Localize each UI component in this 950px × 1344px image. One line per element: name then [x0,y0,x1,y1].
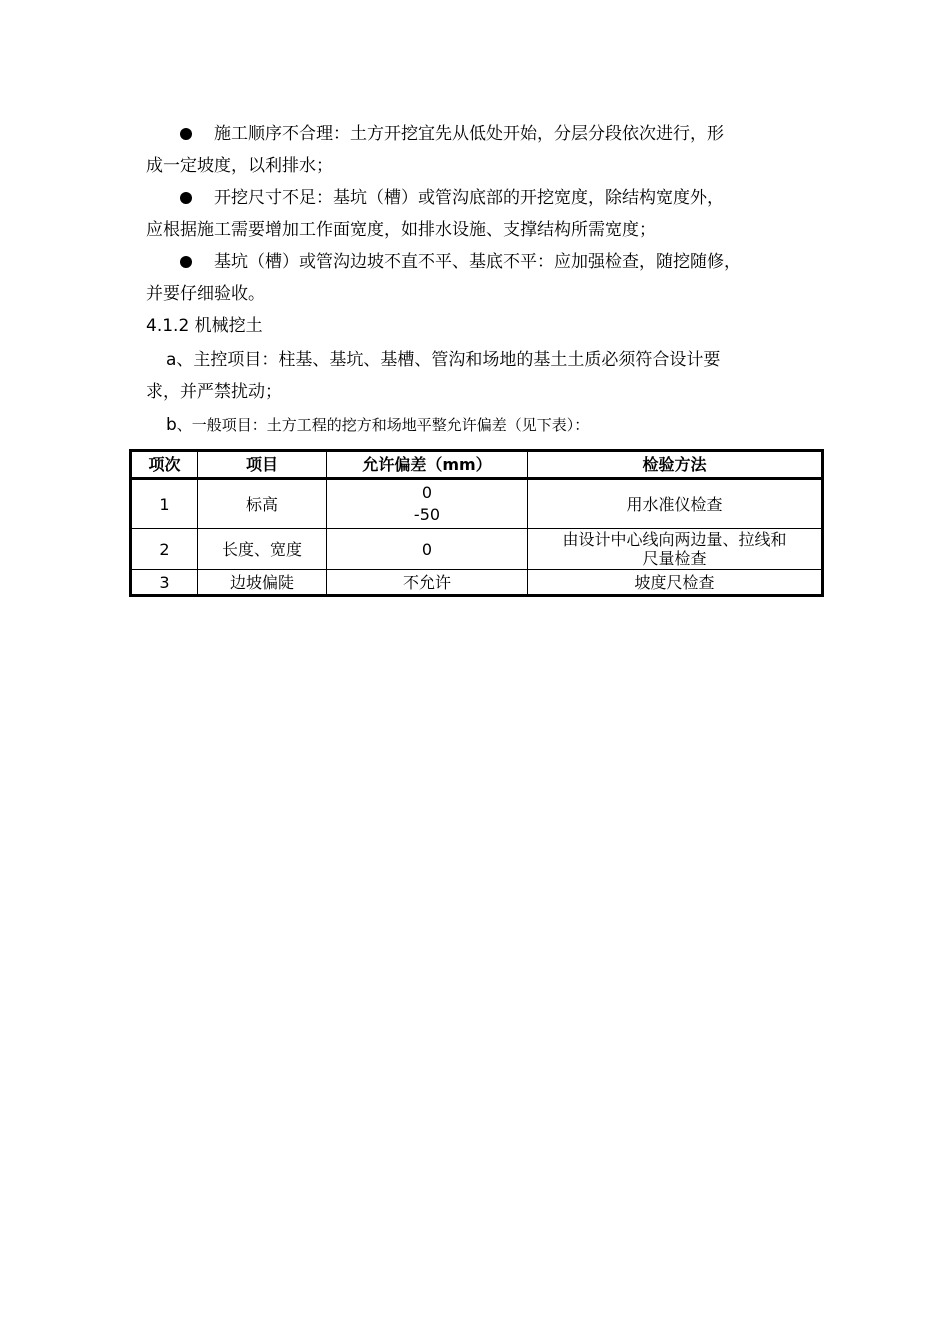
cell-index: 2 [131,529,198,570]
cell-method [528,529,823,570]
cell-tolerance: 0 [327,529,528,570]
section-number: 4.1.2 [146,316,190,336]
table-row [131,570,823,596]
bullet-item-1-line-2: 成一定坡度，以利排水； [146,156,333,176]
paragraph-b-marker: b [166,415,177,435]
header-method: 检验方法 [528,451,823,479]
paragraph-a-line-2: 求，并严禁扰动； [146,382,282,402]
bullet-dot-icon [180,128,192,140]
cell-index: 1 [131,479,198,529]
cell-tolerance: 不允许 [327,570,528,596]
tolerance-table [129,449,824,597]
tolerance-upper: 0 [421,483,433,502]
bullet-item-2-line-1: 开挖尺寸不足：基坑（槽）或管沟底部的开挖宽度，除结构宽度外， [180,187,724,209]
method-line-2: 尺量检查 [642,549,707,568]
cell-tolerance [327,479,528,529]
cell-item: 长度、宽度 [198,529,327,570]
header-item: 项目 [198,451,327,479]
table-header-row [131,451,823,479]
paragraph-a-line-1: a、主控项目：柱基、基坑、基槽、管沟和场地的基土土质必须符合设计要 [166,350,721,370]
header-tolerance: 允许偏差（mm） [327,451,528,479]
cell-item: 边坡偏陡 [198,570,327,596]
bullet-item-3-line-1: 基坑（槽）或管沟边坡不直不平、基底不平：应加强检查，随挖随修， [180,251,741,273]
bullet-item-2-line-2: 应根据施工需要增加工作面宽度，如排水设施、支撑结构所需宽度； [146,220,656,240]
tolerance-lower: -50 [413,505,441,524]
table-row [131,529,823,570]
section-heading [146,315,263,337]
bullet-dot-icon [180,192,192,204]
cell-method: 用水准仪检查 [528,479,823,529]
paragraph-b: b、一般项目：土方工程的挖方和场地平整允许偏差（见下表）： [166,415,590,435]
cell-method: 坡度尺检查 [528,570,823,596]
bullet-item-3-line-2: 并要仔细验收。 [146,284,265,304]
cell-item: 标高 [198,479,327,529]
bullet-dot-icon [180,256,192,268]
header-index: 项次 [131,451,198,479]
section-title: 机械挖土 [194,316,263,336]
method-line-1: 由设计中心线向两边量、拉线和 [562,530,787,549]
bullet-item-1-line-1: 施工顺序不合理：土方开挖宜先从低处开始，分层分段依次进行，形 [180,123,724,145]
table-row [131,479,823,529]
cell-index: 3 [131,570,198,596]
paragraph-a-marker: a [166,350,177,370]
